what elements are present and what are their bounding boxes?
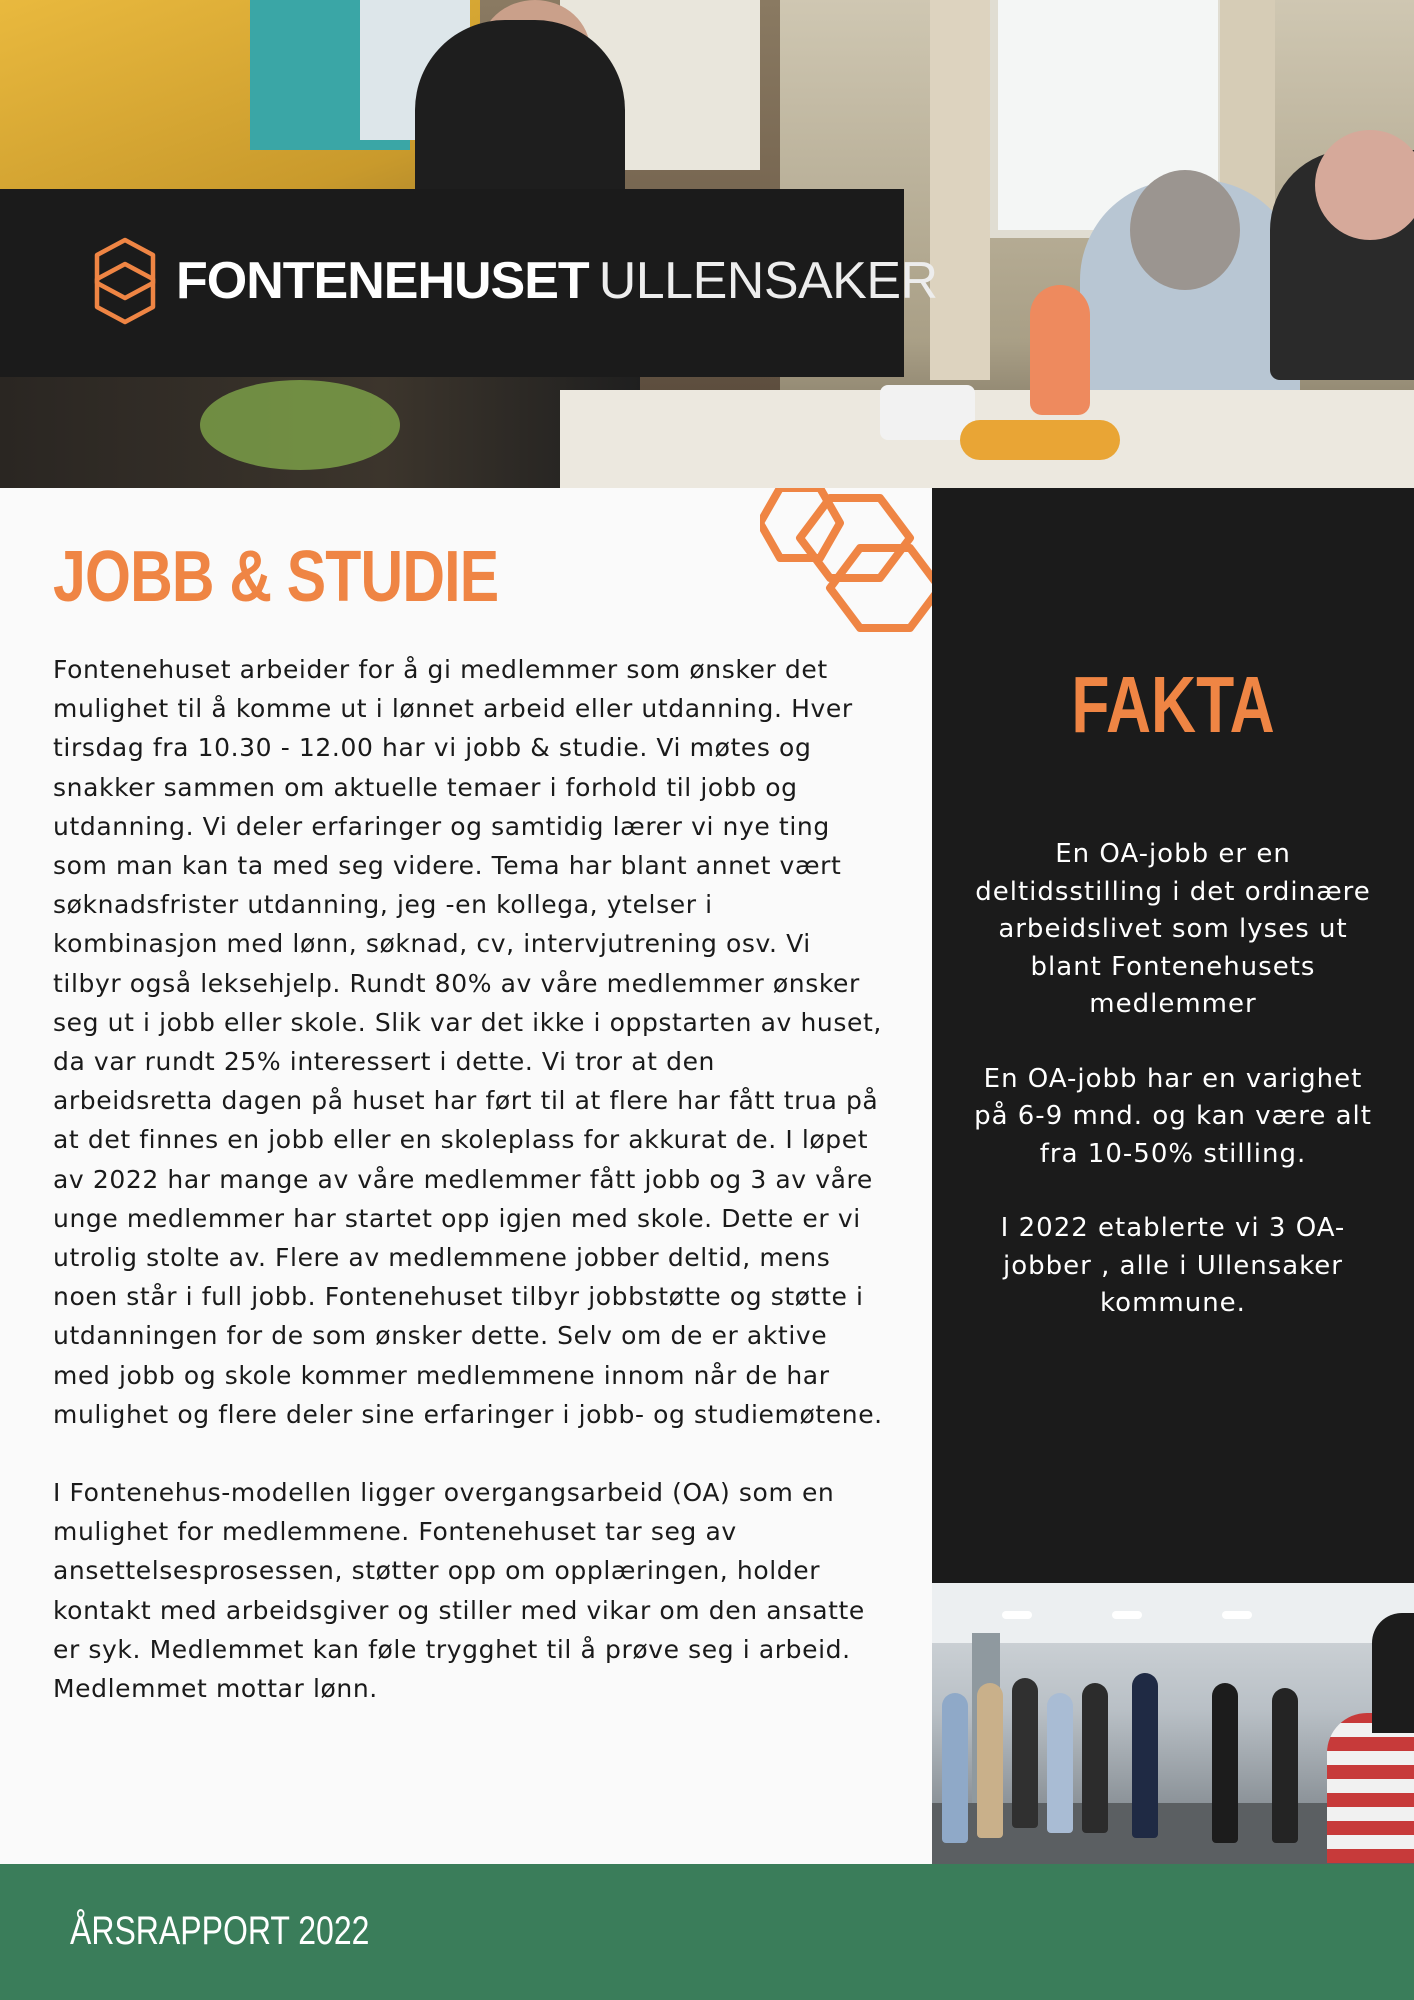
fakta-text <box>968 836 1378 1323</box>
fakta-title: FAKTA <box>1071 660 1275 749</box>
main-column <box>0 488 932 1864</box>
fakta-item: I 2022 etablerte vi 3 OA-jobber , alle i Ullensaker kommune. <box>1000 1213 1346 1318</box>
section-title: JOBB & STUDIE <box>53 537 499 617</box>
brand-name-bold: FONTENEHUSET <box>176 252 589 310</box>
paragraph: I Fontenehus-modellen ligger overgangsarbeid (OA) som en mulighet for medlemmene. Fontenehuset tar seg av ansettelsesprosessen, støtter opp om opplæringen, holder kontakt med arbeidsgiver og stiller med vikar om den ansatte er syk. Medlemmet kan føle trygghet til å prøve seg i arbeid. Medlemmet mottar lønn. <box>53 1478 865 1704</box>
brand-name-light: ULLENSAKER <box>598 252 938 310</box>
hexagon-cube-logo-icon <box>92 237 158 325</box>
body-text <box>53 650 883 1708</box>
fakta-item: En OA-jobb er en deltidsstilling i det ordinære arbeidslivet som lyses ut blant Fontenehusets medlemmer <box>975 839 1371 1019</box>
brand-name <box>176 249 938 313</box>
paragraph: Fontenehuset arbeider for å gi medlemmer som ønsker det mulighet til å komme ut i lønnet arbeid eller utdanning. Hver tirsdag fra 10.30 - 12.00 har vi jobb & studie. Vi møtes og snakker sammen om aktuelle temaer i forhold til jobb og utdanning. Vi deler erfaringer og samtidig lærer vi nye ting som man kan ta med seg videre. Tema har blant annet vært søknadsfrister utdanning, jeg -en kollega, ytelser i kombinasjon med lønn, søknad, cv, intervjutrening osv. Vi tilbyr også leksehjelp. Rundt 80% av våre medlemmer ønsker seg ut i jobb eller skole. Slik var det ikke i oppstarten av huset, da var rundt 25% interessert i dette. Vi tror at den arbeidsretta dagen på huset har ført til at flere har fått trua på at det finnes en jobb eller en skoleplass for akkurat de. I løpet av 2022 har mange av våre medlemmer fått jobb og 3 av våre unge medlemmer har startet opp igjen med skole. Dette er vi utrolig stolte av. Flere av medlemmene jobber deltid, mens noen står i full jobb. Fontenehuset tilbyr jobbstøtte og støtte i utdanningen for de som ønsker dette. Selv om de er aktive med jobb og skole kommer medlemmene innom når de har mulighet og flere deler sine erfaringer i jobb- og studiemøtene. <box>53 655 883 1429</box>
fakta-item: En OA-jobb har en varighet på 6-9 mnd. og kan være alt fra 10-50% stilling. <box>974 1063 1372 1169</box>
decorative-hexagon-icon <box>760 488 932 648</box>
footer-label: ÅRSRAPPORT 2022 <box>70 1909 370 1953</box>
group-photo <box>932 1583 1414 1864</box>
footer-band <box>0 1864 1414 2000</box>
fakta-panel <box>932 488 1414 1583</box>
header-band <box>0 189 938 377</box>
